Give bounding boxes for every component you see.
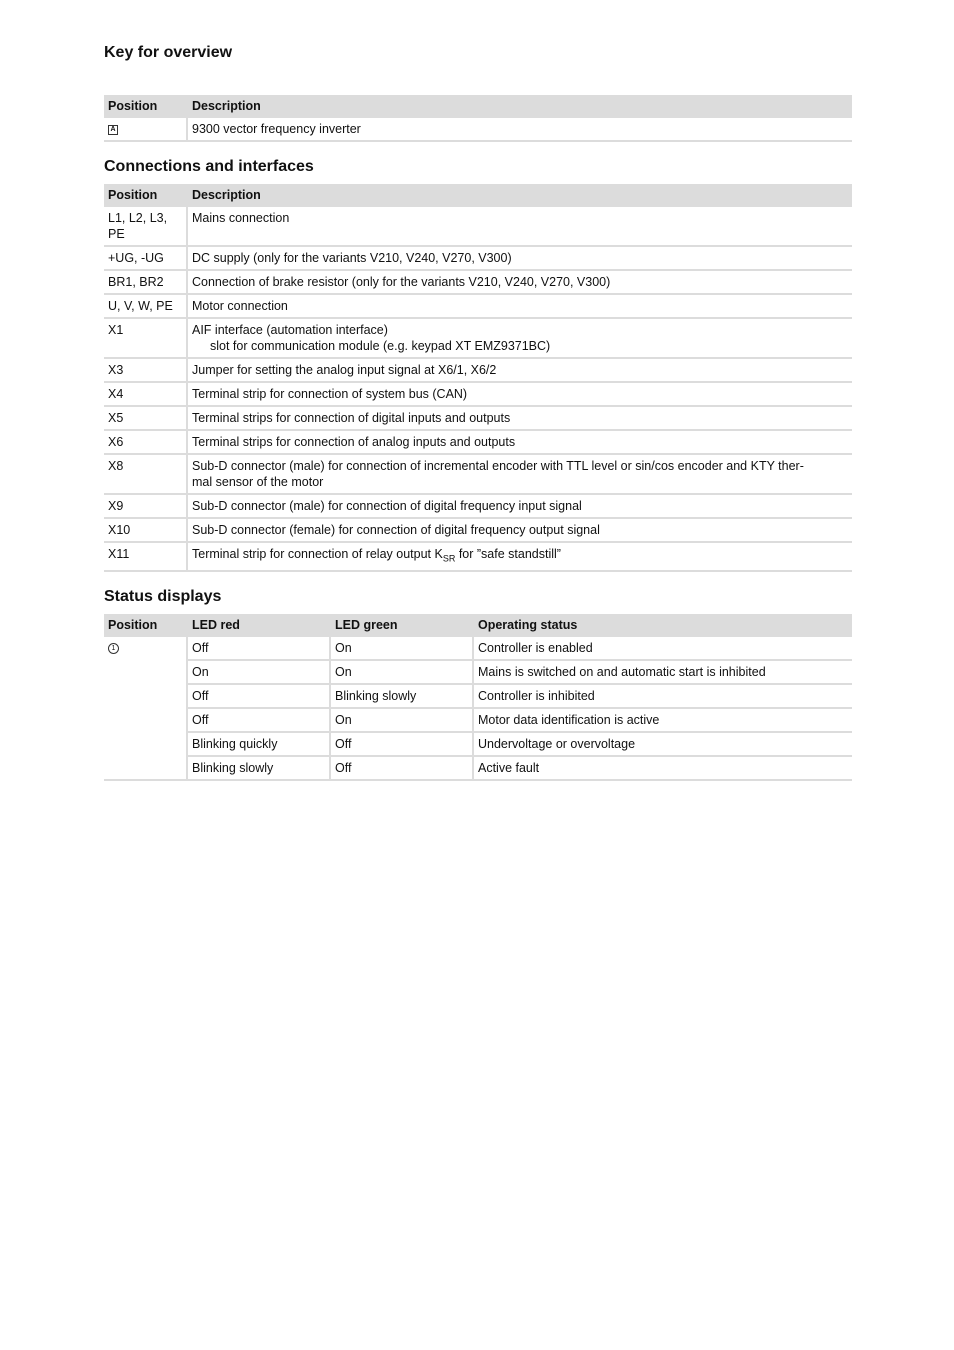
position-cell: X8 — [104, 455, 186, 495]
position-marker-1: 1 — [108, 643, 119, 654]
description-cell: Jumper for setting the analog input signal at X6/1, X6/2 — [186, 359, 852, 383]
status-cell: Controller is enabled — [472, 637, 852, 661]
table-row — [104, 319, 852, 359]
position-cell: X3 — [104, 359, 186, 383]
table-row — [104, 637, 852, 661]
description-text-end: for ”safe standstill” — [455, 547, 561, 561]
status-table — [104, 614, 852, 781]
led-red-cell: On — [186, 661, 329, 685]
table-header-row — [104, 614, 852, 637]
position-marker-a: A — [108, 125, 118, 135]
position-cell: BR1, BR2 — [104, 271, 186, 295]
description-cell: Terminal strips for connection of digital inputs and outputs — [186, 407, 852, 431]
status-title: Status displays — [104, 587, 222, 605]
connections-title: Connections and interfaces — [104, 158, 314, 175]
description-cell — [186, 455, 852, 495]
table-row — [104, 247, 852, 271]
table-row — [104, 295, 852, 319]
status-cell: Undervoltage or overvoltage — [472, 733, 852, 757]
header-description: Description — [186, 95, 852, 118]
header-description: Description — [186, 184, 852, 207]
position-cell: X5 — [104, 407, 186, 431]
position-cell: +UG, -UG — [104, 247, 186, 271]
table-row — [104, 383, 852, 407]
led-green-cell: Blinking slowly — [329, 685, 472, 709]
description-cell — [186, 319, 852, 359]
position-cell: X1 — [104, 319, 186, 359]
description-text: Sub-D connector (male) for connection of incremental encoder with TTL level or sin/cos encoder and KTY ther- — [192, 459, 804, 473]
page — [104, 44, 852, 781]
table-row — [104, 407, 852, 431]
table-row — [104, 455, 852, 495]
led-green-cell: Off — [329, 733, 472, 757]
table-row — [104, 733, 852, 757]
led-green-cell: On — [329, 709, 472, 733]
description-cell: Mains connection — [186, 207, 852, 247]
description-text: AIF interface (automation interface) — [192, 323, 388, 337]
led-red-cell: Off — [186, 709, 329, 733]
position-cell: X4 — [104, 383, 186, 407]
header-position: Position — [104, 184, 186, 207]
table-row — [104, 519, 852, 543]
description-text-line2: mal sensor of the motor — [192, 475, 324, 489]
description-cell: 9300 vector frequency inverter — [186, 118, 852, 142]
table-row — [104, 685, 852, 709]
table-row — [104, 709, 852, 733]
status-cell: Mains is switched on and automatic start is inhibited — [472, 661, 852, 685]
position-cell: X11 — [104, 543, 186, 572]
table-row — [104, 359, 852, 383]
header-position: Position — [104, 614, 186, 637]
header-operating-status: Operating status — [472, 614, 852, 637]
position-cell: X6 — [104, 431, 186, 455]
table-row — [104, 271, 852, 295]
header-led-red: LED red — [186, 614, 329, 637]
description-cell: Connection of brake resistor (only for the variants V210, V240, V270, V300) — [186, 271, 852, 295]
description-cell — [186, 543, 852, 572]
header-position: Position — [104, 95, 186, 118]
table-row — [104, 757, 852, 781]
position-cell: X9 — [104, 495, 186, 519]
led-red-cell: Off — [186, 685, 329, 709]
table-row — [104, 543, 852, 572]
status-cell: Controller is inhibited — [472, 685, 852, 709]
table-header-row — [104, 95, 852, 118]
key-title: Key for overview — [104, 44, 233, 61]
key-table — [104, 95, 852, 142]
position-cell: L1, L2, L3, PE — [104, 207, 186, 247]
led-red-cell: Off — [186, 637, 329, 661]
position-cell — [104, 118, 186, 142]
led-green-cell: On — [329, 637, 472, 661]
table-row — [104, 118, 852, 142]
led-red-cell: Blinking slowly — [186, 757, 329, 781]
header-led-green: LED green — [329, 614, 472, 637]
connections-table — [104, 184, 852, 572]
led-green-cell: Off — [329, 757, 472, 781]
led-green-cell: On — [329, 661, 472, 685]
description-subtext: slot for communication module (e.g. keypad XT EMZ9371BC) — [210, 339, 551, 353]
status-cell: Active fault — [472, 757, 852, 781]
description-cell: Terminal strip for connection of system bus (CAN) — [186, 383, 852, 407]
led-red-cell: Blinking quickly — [186, 733, 329, 757]
description-cell: Terminal strips for connection of analog inputs and outputs — [186, 431, 852, 455]
table-header-row — [104, 184, 852, 207]
description-cell: Sub-D connector (male) for connection of digital frequency input signal — [186, 495, 852, 519]
table-row — [104, 661, 852, 685]
subscript-text: SR — [442, 553, 456, 564]
table-row — [104, 207, 852, 247]
position-cell: U, V, W, PE — [104, 295, 186, 319]
position-cell: X10 — [104, 519, 186, 543]
table-row — [104, 495, 852, 519]
description-text: Terminal strip for connection of relay output K — [192, 547, 443, 561]
position-cell — [104, 637, 186, 781]
description-cell: DC supply (only for the variants V210, V240, V270, V300) — [186, 247, 852, 271]
table-row — [104, 431, 852, 455]
description-cell: Sub-D connector (female) for connection of digital frequency output signal — [186, 519, 852, 543]
description-cell: Motor connection — [186, 295, 852, 319]
status-cell: Motor data identification is active — [472, 709, 852, 733]
